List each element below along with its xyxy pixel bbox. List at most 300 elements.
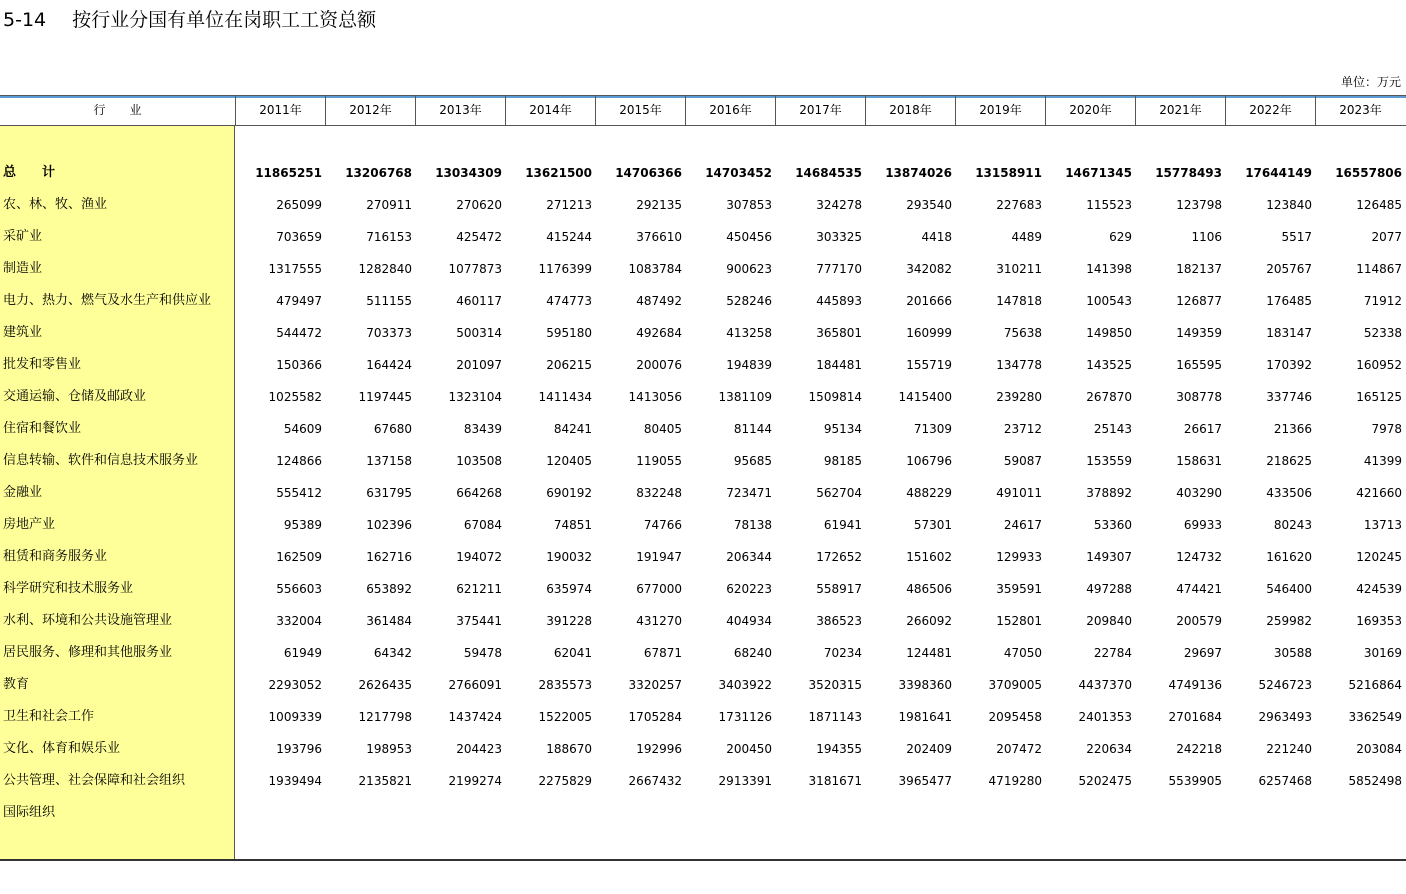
value-cell: 2626435	[358, 678, 412, 692]
unit-label: 单位：万元	[1340, 75, 1401, 89]
value-cell: 4719280	[988, 774, 1042, 788]
value-cell: 206344	[726, 550, 772, 564]
value-cell: 620223	[726, 582, 772, 596]
value-cell: 59087	[1003, 454, 1042, 468]
industry-label: 教育	[3, 677, 30, 692]
industry-label: 制造业	[3, 261, 43, 276]
value-cell: 2077	[1371, 230, 1402, 244]
value-cell: 2135821	[358, 774, 412, 788]
table-row	[0, 413, 1406, 445]
header-year: 2016年	[685, 96, 775, 125]
table-row	[0, 637, 1406, 669]
value-cell: 23712	[1003, 422, 1042, 436]
value-cell: 57301	[913, 518, 952, 532]
value-cell: 2701684	[1168, 710, 1222, 724]
value-cell: 421660	[1356, 486, 1402, 500]
value-cell: 64342	[373, 646, 412, 660]
value-cell: 100543	[1086, 294, 1132, 308]
header-year: 2022年	[1225, 96, 1315, 125]
value-cell: 3320257	[628, 678, 682, 692]
table-row	[0, 477, 1406, 509]
value-cell: 2293052	[268, 678, 322, 692]
value-cell: 30169	[1363, 646, 1402, 660]
value-cell: 1522005	[538, 710, 592, 724]
value-cell: 153559	[1086, 454, 1132, 468]
value-cell: 169353	[1356, 614, 1402, 628]
value-cell: 3362549	[1348, 710, 1402, 724]
table-row	[0, 221, 1406, 253]
value-cell: 160952	[1356, 358, 1402, 372]
value-cell: 221240	[1266, 742, 1312, 756]
value-cell: 126485	[1356, 198, 1402, 212]
value-cell: 1939494	[268, 774, 322, 788]
value-cell: 556603	[276, 582, 322, 596]
value-cell: 220634	[1086, 742, 1132, 756]
value-cell: 13621500	[525, 166, 592, 180]
value-cell: 413258	[726, 326, 772, 340]
value-cell: 546400	[1266, 582, 1312, 596]
value-cell: 3965477	[898, 774, 952, 788]
value-cell: 1317555	[268, 262, 322, 276]
value-cell: 431270	[636, 614, 682, 628]
value-cell: 74851	[553, 518, 592, 532]
value-cell: 124866	[276, 454, 322, 468]
value-cell: 403290	[1176, 486, 1222, 500]
value-cell: 176485	[1266, 294, 1312, 308]
value-cell: 13158911	[975, 166, 1042, 180]
value-cell: 4437370	[1078, 678, 1132, 692]
value-cell: 303325	[816, 230, 862, 244]
value-cell: 3403922	[718, 678, 772, 692]
value-cell: 54609	[283, 422, 322, 436]
industry-label: 金融业	[3, 485, 43, 500]
value-cell: 1413056	[628, 390, 682, 404]
value-cell: 544472	[276, 326, 322, 340]
value-cell: 703373	[366, 326, 412, 340]
value-cell: 47050	[1003, 646, 1042, 660]
value-cell: 162716	[366, 550, 412, 564]
value-cell: 147818	[996, 294, 1042, 308]
value-cell: 270620	[456, 198, 502, 212]
value-cell: 5216864	[1348, 678, 1402, 692]
value-cell: 114867	[1356, 262, 1402, 276]
header-year: 2015年	[595, 96, 685, 125]
value-cell: 206215	[546, 358, 592, 372]
value-cell: 497288	[1086, 582, 1132, 596]
value-cell: 832248	[636, 486, 682, 500]
header-year: 2017年	[775, 96, 865, 125]
value-cell: 61941	[823, 518, 862, 532]
value-cell: 2401353	[1078, 710, 1132, 724]
value-cell: 1197445	[358, 390, 412, 404]
value-cell: 479497	[276, 294, 322, 308]
table-row	[0, 765, 1406, 797]
value-cell: 198953	[366, 742, 412, 756]
value-cell: 165595	[1176, 358, 1222, 372]
header-year: 2023年	[1315, 96, 1405, 125]
value-cell: 1217798	[358, 710, 412, 724]
value-cell: 194839	[726, 358, 772, 372]
value-cell: 4418	[921, 230, 952, 244]
header-industry: 行 业	[93, 103, 142, 117]
value-cell: 11865251	[255, 166, 322, 180]
value-cell: 191947	[636, 550, 682, 564]
value-cell: 595180	[546, 326, 592, 340]
industry-label: 信息转输、软件和信息技术服务业	[3, 453, 199, 468]
value-cell: 310211	[996, 262, 1042, 276]
value-cell: 404934	[726, 614, 772, 628]
value-cell: 25143	[1093, 422, 1132, 436]
value-cell: 265099	[276, 198, 322, 212]
value-cell: 1871143	[808, 710, 862, 724]
value-cell: 1077873	[448, 262, 502, 276]
value-cell: 690192	[546, 486, 592, 500]
value-cell: 61949	[283, 646, 322, 660]
value-cell: 1106	[1191, 230, 1222, 244]
value-cell: 1025582	[268, 390, 322, 404]
value-cell: 67680	[373, 422, 412, 436]
value-cell: 1083784	[628, 262, 682, 276]
value-cell: 2766091	[448, 678, 502, 692]
value-cell: 190032	[546, 550, 592, 564]
page-title	[3, 5, 376, 32]
table-row	[0, 509, 1406, 541]
value-cell: 134778	[996, 358, 1042, 372]
value-cell: 337746	[1266, 390, 1312, 404]
value-cell: 488229	[906, 486, 952, 500]
value-cell: 98185	[823, 454, 862, 468]
value-cell: 5852498	[1348, 774, 1402, 788]
value-cell: 378892	[1086, 486, 1132, 500]
value-cell: 81144	[733, 422, 772, 436]
value-cell: 124481	[906, 646, 952, 660]
table-bottom-border	[0, 859, 1406, 861]
value-cell: 703659	[276, 230, 322, 244]
value-cell: 41399	[1363, 454, 1402, 468]
industry-label: 卫生和社会工作	[3, 709, 95, 724]
value-cell: 492684	[636, 326, 682, 340]
value-cell: 2835573	[538, 678, 592, 692]
value-cell: 1509814	[808, 390, 862, 404]
value-cell: 120405	[546, 454, 592, 468]
value-cell: 1176399	[538, 262, 592, 276]
table-title: 按行业分国有单位在岗职工工资总额	[72, 9, 377, 31]
table-row	[0, 285, 1406, 317]
value-cell: 192996	[636, 742, 682, 756]
value-cell: 13206768	[345, 166, 412, 180]
value-cell: 292135	[636, 198, 682, 212]
table-row	[0, 669, 1406, 701]
value-cell: 75638	[1003, 326, 1042, 340]
value-cell: 425472	[456, 230, 502, 244]
value-cell: 376610	[636, 230, 682, 244]
value-cell: 5246723	[1258, 678, 1312, 692]
table-row	[0, 317, 1406, 349]
industry-label: 国际组织	[3, 805, 56, 820]
value-cell: 137158	[366, 454, 412, 468]
value-cell: 74766	[643, 518, 682, 532]
table-row	[0, 797, 1406, 829]
value-cell: 162509	[276, 550, 322, 564]
value-cell: 106796	[906, 454, 952, 468]
value-cell: 84241	[553, 422, 592, 436]
value-cell: 59478	[463, 646, 502, 660]
value-cell: 631795	[366, 486, 412, 500]
value-cell: 293540	[906, 198, 952, 212]
value-cell: 6257468	[1258, 774, 1312, 788]
value-cell: 164424	[366, 358, 412, 372]
value-cell: 7978	[1371, 422, 1402, 436]
value-cell: 149307	[1086, 550, 1132, 564]
value-cell: 332004	[276, 614, 322, 628]
value-cell: 900623	[726, 262, 772, 276]
value-cell: 653892	[366, 582, 412, 596]
value-cell: 152801	[996, 614, 1042, 628]
value-cell: 2963493	[1258, 710, 1312, 724]
value-cell: 13713	[1363, 518, 1402, 532]
total-row	[0, 157, 1406, 189]
industry-label: 水利、环境和公共设施管理业	[3, 613, 173, 628]
value-cell: 433506	[1266, 486, 1312, 500]
value-cell: 342082	[906, 262, 952, 276]
value-cell: 22784	[1093, 646, 1132, 660]
value-cell: 386523	[816, 614, 862, 628]
value-cell: 52338	[1363, 326, 1402, 340]
value-cell: 3398360	[898, 678, 952, 692]
value-cell: 170392	[1266, 358, 1312, 372]
value-cell: 375441	[456, 614, 502, 628]
value-cell: 415244	[546, 230, 592, 244]
value-cell: 202409	[906, 742, 952, 756]
value-cell: 115523	[1086, 198, 1132, 212]
table-header	[0, 95, 1406, 126]
value-cell: 723471	[726, 486, 772, 500]
table-row	[0, 349, 1406, 381]
value-cell: 95134	[823, 422, 862, 436]
industry-label: 租赁和商务服务业	[3, 549, 108, 564]
value-cell: 1411434	[538, 390, 592, 404]
value-cell: 270911	[366, 198, 412, 212]
value-cell: 308778	[1176, 390, 1222, 404]
value-cell: 511155	[366, 294, 412, 308]
industry-label: 科学研究和技术服务业	[3, 581, 134, 596]
value-cell: 62041	[553, 646, 592, 660]
value-cell: 165125	[1356, 390, 1402, 404]
value-cell: 1981641	[898, 710, 952, 724]
value-cell: 491011	[996, 486, 1042, 500]
value-cell: 80405	[643, 422, 682, 436]
header-year: 2019年	[955, 96, 1045, 125]
table-row	[0, 541, 1406, 573]
value-cell: 193796	[276, 742, 322, 756]
value-cell: 1705284	[628, 710, 682, 724]
value-cell: 267870	[1086, 390, 1132, 404]
value-cell: 71912	[1363, 294, 1402, 308]
value-cell: 1009339	[268, 710, 322, 724]
value-cell: 2095458	[988, 710, 1042, 724]
value-cell: 200450	[726, 742, 772, 756]
value-cell: 486506	[906, 582, 952, 596]
value-cell: 14684535	[795, 166, 862, 180]
value-cell: 716153	[366, 230, 412, 244]
value-cell: 635974	[546, 582, 592, 596]
value-cell: 30588	[1273, 646, 1312, 660]
value-cell: 29697	[1183, 646, 1222, 660]
value-cell: 183147	[1266, 326, 1312, 340]
value-cell: 207472	[996, 742, 1042, 756]
value-cell: 3520315	[808, 678, 862, 692]
value-cell: 200076	[636, 358, 682, 372]
header-year: 2011年	[235, 96, 325, 125]
value-cell: 3709005	[988, 678, 1042, 692]
value-cell: 204423	[456, 742, 502, 756]
value-cell: 1437424	[448, 710, 502, 724]
value-cell: 664268	[456, 486, 502, 500]
value-cell: 184481	[816, 358, 862, 372]
value-cell: 194072	[456, 550, 502, 564]
industry-label: 居民服务、修理和其他服务业	[3, 645, 173, 660]
table-row	[0, 573, 1406, 605]
value-cell: 5202475	[1078, 774, 1132, 788]
value-cell: 4749136	[1168, 678, 1222, 692]
value-cell: 677000	[636, 582, 682, 596]
value-cell: 123840	[1266, 198, 1312, 212]
value-cell: 155719	[906, 358, 952, 372]
value-cell: 143525	[1086, 358, 1132, 372]
value-cell: 1731126	[718, 710, 772, 724]
value-cell: 2199274	[448, 774, 502, 788]
value-cell: 1282840	[358, 262, 412, 276]
value-cell: 13034309	[435, 166, 502, 180]
value-cell: 67084	[463, 518, 502, 532]
table-row	[0, 189, 1406, 221]
value-cell: 1323104	[448, 390, 502, 404]
value-cell: 151602	[906, 550, 952, 564]
value-cell: 182137	[1176, 262, 1222, 276]
value-cell: 141398	[1086, 262, 1132, 276]
value-cell: 200579	[1176, 614, 1222, 628]
value-cell: 361484	[366, 614, 412, 628]
value-cell: 149359	[1176, 326, 1222, 340]
value-cell: 149850	[1086, 326, 1132, 340]
value-cell: 528246	[726, 294, 772, 308]
value-cell: 150366	[276, 358, 322, 372]
header-year: 2020年	[1045, 96, 1135, 125]
value-cell: 78138	[733, 518, 772, 532]
value-cell: 3181671	[808, 774, 862, 788]
value-cell: 17644149	[1245, 166, 1312, 180]
value-cell: 71309	[913, 422, 952, 436]
value-cell: 474773	[546, 294, 592, 308]
value-cell: 209840	[1086, 614, 1132, 628]
value-cell: 201097	[456, 358, 502, 372]
value-cell: 500314	[456, 326, 502, 340]
table-number: 5-14	[3, 9, 47, 31]
value-cell: 67871	[643, 646, 682, 660]
value-cell: 102396	[366, 518, 412, 532]
value-cell: 2667432	[628, 774, 682, 788]
value-cell: 307853	[726, 198, 772, 212]
header-year: 2021年	[1135, 96, 1225, 125]
value-cell: 271213	[546, 198, 592, 212]
value-cell: 14671345	[1065, 166, 1132, 180]
value-cell: 14706366	[615, 166, 682, 180]
value-cell: 450456	[726, 230, 772, 244]
industry-label: 交通运输、仓储及邮政业	[3, 389, 147, 404]
value-cell: 119055	[636, 454, 682, 468]
value-cell: 259982	[1266, 614, 1312, 628]
industry-label: 采矿业	[3, 229, 43, 244]
value-cell: 205767	[1266, 262, 1312, 276]
value-cell: 562704	[816, 486, 862, 500]
value-cell: 158631	[1176, 454, 1222, 468]
value-cell: 2275829	[538, 774, 592, 788]
table-row	[0, 445, 1406, 477]
value-cell: 5539905	[1168, 774, 1222, 788]
value-cell: 68240	[733, 646, 772, 660]
value-cell: 424539	[1356, 582, 1402, 596]
value-cell: 15778493	[1155, 166, 1222, 180]
value-cell: 80243	[1273, 518, 1312, 532]
header-year: 2012年	[325, 96, 415, 125]
value-cell: 24617	[1003, 518, 1042, 532]
table-row	[0, 253, 1406, 285]
value-cell: 21366	[1273, 422, 1312, 436]
header-year: 2013年	[415, 96, 505, 125]
industry-label: 批发和零售业	[3, 357, 82, 372]
value-cell: 266092	[906, 614, 952, 628]
value-cell: 126877	[1176, 294, 1222, 308]
value-cell: 53360	[1093, 518, 1132, 532]
industry-label: 农、林、牧、渔业	[3, 197, 108, 212]
industry-label: 公共管理、社会保障和社会组织	[3, 773, 186, 788]
table-row	[0, 381, 1406, 413]
value-cell: 359591	[996, 582, 1042, 596]
header-year: 2014年	[505, 96, 595, 125]
value-cell: 123798	[1176, 198, 1222, 212]
industry-label: 总 计	[3, 165, 56, 180]
value-cell: 103508	[456, 454, 502, 468]
value-cell: 487492	[636, 294, 682, 308]
value-cell: 95685	[733, 454, 772, 468]
value-cell: 242218	[1176, 742, 1222, 756]
value-cell: 14703452	[705, 166, 772, 180]
value-cell: 1381109	[718, 390, 772, 404]
value-cell: 129933	[996, 550, 1042, 564]
industry-label: 文化、体育和娱乐业	[3, 741, 121, 756]
value-cell: 83439	[463, 422, 502, 436]
value-cell: 777170	[816, 262, 862, 276]
value-cell: 203084	[1356, 742, 1402, 756]
value-cell: 324278	[816, 198, 862, 212]
value-cell: 160999	[906, 326, 952, 340]
industry-label: 住宿和餐饮业	[3, 421, 82, 436]
value-cell: 474421	[1176, 582, 1222, 596]
industry-label: 电力、热力、燃气及水生产和供应业	[3, 293, 212, 308]
value-cell: 69933	[1183, 518, 1222, 532]
value-cell: 16557806	[1335, 166, 1402, 180]
value-cell: 227683	[996, 198, 1042, 212]
value-cell: 239280	[996, 390, 1042, 404]
header-year: 2018年	[865, 96, 955, 125]
value-cell: 555412	[276, 486, 322, 500]
value-cell: 218625	[1266, 454, 1312, 468]
value-cell: 629	[1109, 230, 1132, 244]
value-cell: 1415400	[898, 390, 952, 404]
value-cell: 124732	[1176, 550, 1222, 564]
value-cell: 188670	[546, 742, 592, 756]
industry-label: 建筑业	[3, 325, 43, 340]
